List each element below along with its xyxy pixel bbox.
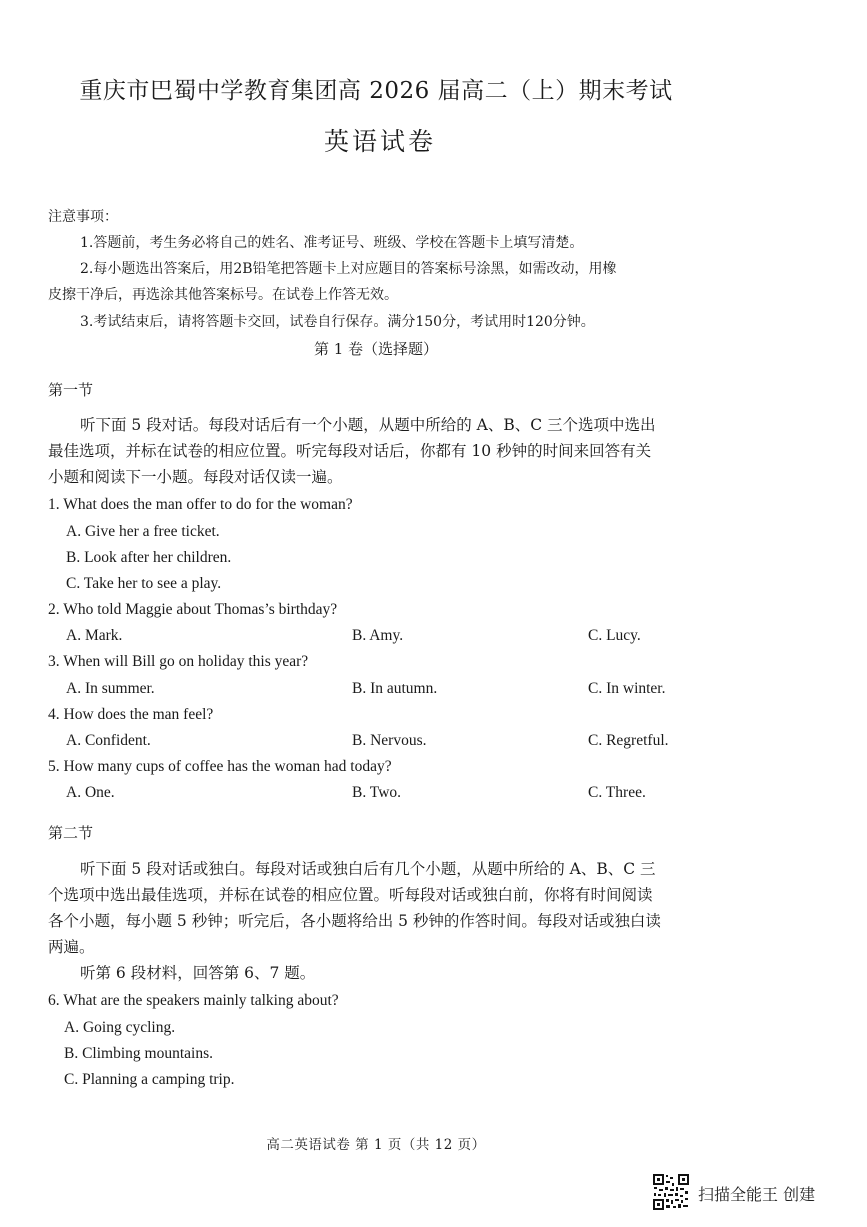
- option-c: C. Three.: [588, 784, 646, 801]
- option-b: B. In autumn.: [352, 680, 438, 697]
- option-c: C. In winter.: [588, 680, 666, 697]
- section2-heading: 第二节: [48, 824, 94, 842]
- section2-instr-line-4: 两遍。: [48, 938, 95, 956]
- question-stem: 2. Who told Maggie about Thomas’s birthday?: [48, 601, 338, 618]
- option-b: B. Nervous.: [352, 732, 427, 749]
- option-c: C. Take her to see a play.: [66, 575, 222, 592]
- option-c: C. Planning a camping trip.: [64, 1071, 235, 1088]
- option-a: A. Mark.: [66, 627, 123, 644]
- question-stem: 4. How does the man feel?: [48, 706, 214, 723]
- option-a: A. Give her a free ticket.: [66, 523, 220, 540]
- option-b: B. Look after her children.: [66, 549, 232, 566]
- question-stem: 3. When will Bill go on holiday this year?: [48, 653, 309, 670]
- option-a: A. In summer.: [66, 680, 155, 697]
- section2-instr-line-1: 听下面 5 段对话或独白。每段对话或独白后有几个小题，从题中所给的 A、B、C 三: [80, 860, 656, 878]
- volume-title: 第 1 卷（选择题）: [313, 340, 439, 358]
- section2-instr-line-3: 各个小题，每小题 5 秒钟；听完后，各小题将给出 5 秒钟的作答时间。每段对话或独白读: [48, 912, 661, 930]
- option-c: C. Lucy.: [588, 627, 641, 644]
- option-a: A. Going cycling.: [64, 1019, 176, 1036]
- section1-instr-line-1: 听下面 5 段对话。每段对话后有一个小题，从题中所给的 A、B、C 三个选项中选出: [80, 416, 656, 434]
- exam-subtitle: 英语试卷: [323, 127, 436, 156]
- note-item-2-cont: 皮擦干净后，再选涂其他答案标号。在试卷上作答无效。: [48, 287, 398, 303]
- notes-heading: 注意事项：: [48, 209, 118, 225]
- exam-title: 重庆市巴蜀中学教育集团高 2026 届高二（上）期末考试: [79, 78, 673, 104]
- material-note: 听第 6 段材料，回答第 6、7 题。: [80, 964, 316, 982]
- qr-code-icon: [652, 1173, 690, 1211]
- page-footer: 高二英语试卷 第 1 页（共 12 页）: [266, 1137, 486, 1153]
- option-b: B. Two.: [352, 784, 402, 801]
- option-a: A. Confident.: [66, 732, 151, 749]
- note-item-2: 2.每小题选出答案后，用2B铅笔把答题卡上对应题目的答案标号涂黑，如需改动，用橡: [80, 261, 617, 277]
- option-b: B. Amy.: [352, 627, 404, 644]
- section1-instr-line-3: 小题和阅读下一小题。每段对话仅读一遍。: [48, 468, 343, 486]
- scanner-watermark-label: 扫描全能王 创建: [698, 1185, 816, 1204]
- section2-instructions: [48, 856, 708, 986]
- section1-instructions: [48, 412, 708, 490]
- section1-heading: 第一节: [48, 381, 94, 399]
- note-item-3: 3.考试结束后，请将答题卡交回，试卷自行保存。满分150分，考试用时120分钟。: [80, 314, 595, 330]
- note-item-1: 1.答题前，考生务必将自己的姓名、准考证号、班级、学校在答题卡上填写清楚。: [80, 235, 584, 251]
- question-stem: 6. What are the speakers mainly talking about?: [48, 992, 339, 1009]
- section1-instr-line-2: 最佳选项，并标在试卷的相应位置。听完每段对话后，你都有 10 秒钟的时间来回答有关: [48, 442, 652, 460]
- option-b: B. Climbing mountains.: [64, 1045, 213, 1062]
- option-c: C. Regretful.: [588, 732, 669, 749]
- question-stem: 5. How many cups of coffee has the woman had today?: [48, 758, 392, 775]
- section2-instr-line-2: 个选项中选出最佳选项，并标在试卷的相应位置。听每段对话或独白前，你将有时间阅读: [48, 886, 653, 904]
- option-a: A. One.: [66, 784, 115, 801]
- question-stem: 1. What does the man offer to do for the woman?: [48, 496, 353, 513]
